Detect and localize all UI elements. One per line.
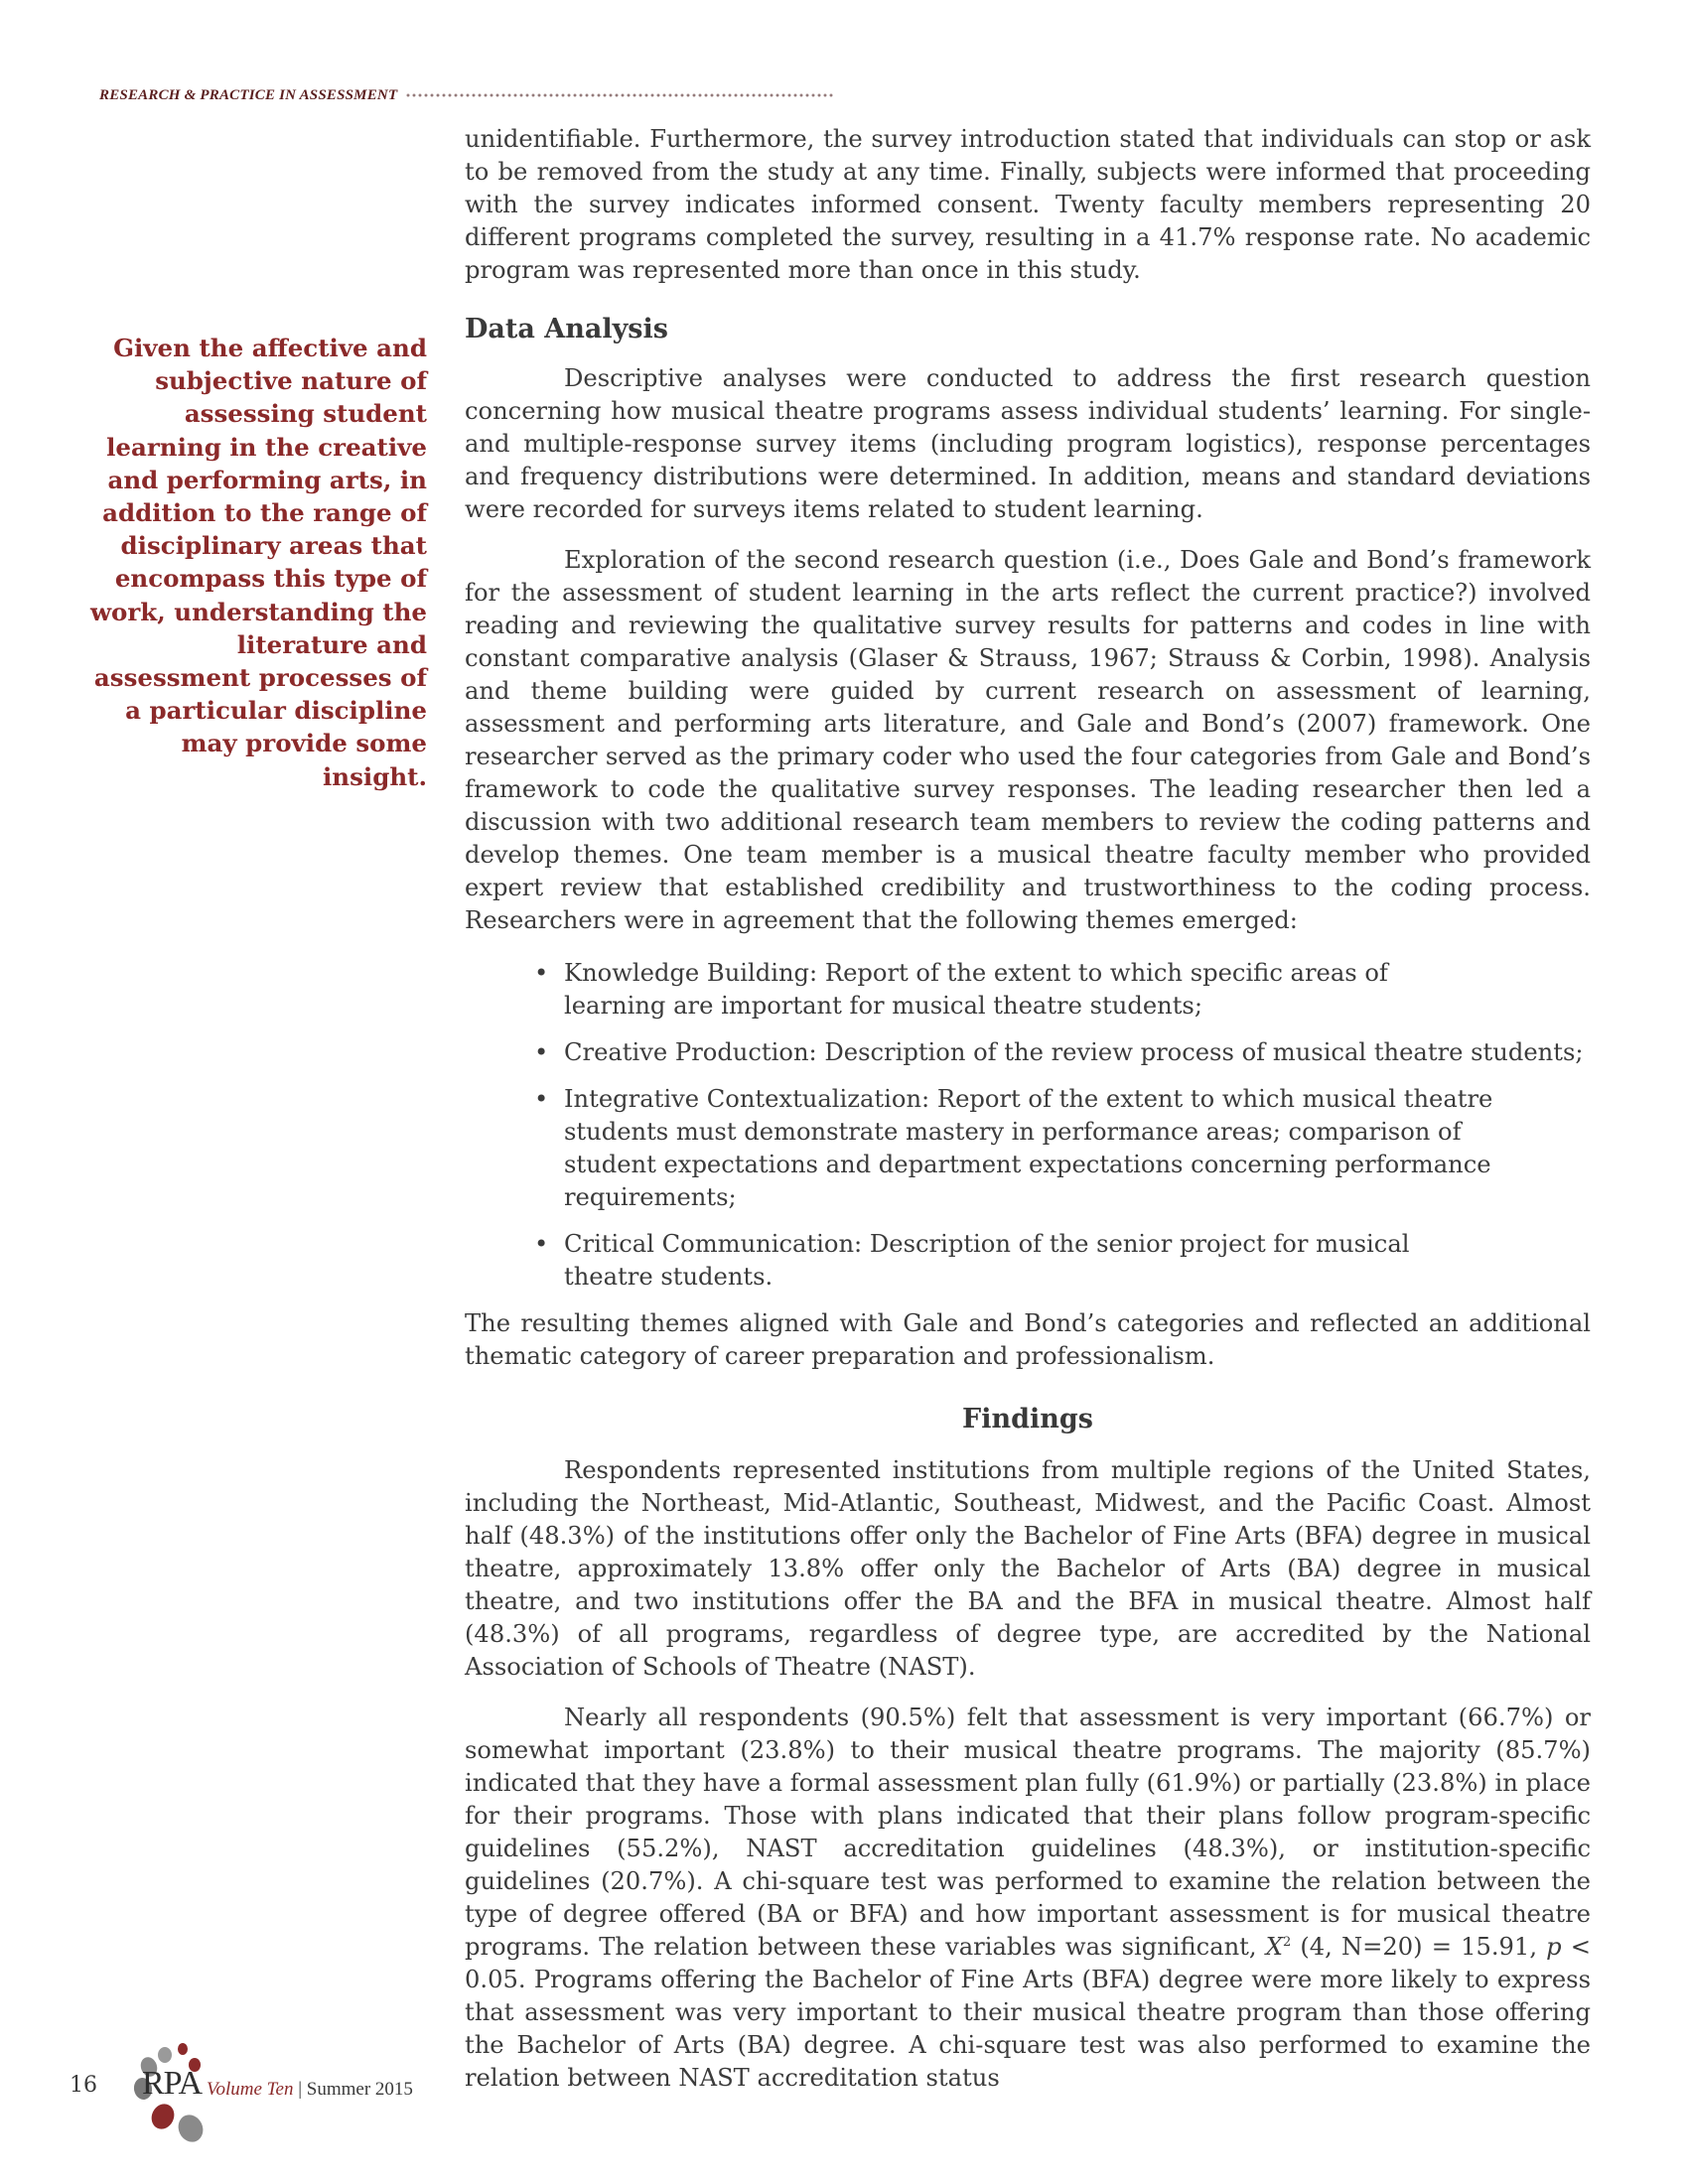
- main-column: [465, 123, 1591, 2095]
- pull-quote: Given the affective and subjective nature of assessing student learning in the creative and performing arts, in addition to the range of disciplinary areas that encompass this type of work, understanding the literature and assessment processes of a particular discipline may provide some insight.: [89, 334, 427, 791]
- themes-closing-paragraph: The resulting themes aligned with Gale and Bond’s categories and reflected an additional thematic category of career preparation and professionalism.: [465, 1309, 1591, 1370]
- list-item: • Critical Communication: Description of the senior project for musical theatre students.: [534, 1230, 1410, 1291]
- chi-square-superscript: 2: [1282, 1934, 1292, 1950]
- bullet-icon: •: [534, 1085, 549, 1113]
- logo-text: RPA: [142, 2065, 203, 2102]
- list-item: • Integrative Contextualization: Report of the extent to which musical theatre students must demonstrate mastery in performance areas; comparison of student expectations and department expectations concerning performance requirements;: [534, 1085, 1493, 1211]
- page-number: 16: [70, 2073, 97, 2098]
- intro-paragraph: unidentifiable. Furthermore, the survey introduction stated that individuals can stop or ask to be removed from the study at any time. Finally, subjects were informed that proceeding with the survey indicates informed consent. Twenty faculty members representing 20 different programs completed the survey, resulting in a 41.7% response rate. No academic program was represented more than once in this study.: [465, 125, 1591, 284]
- findings-paragraph-1: Respondents represented institutions from multiple regions of the United States, including the Northeast, Mid-Atlantic, Southeast, Midwest, and the Pacific Coast. Almost half (48.3%) of the institutions offer only the Bachelor of Fine Arts (BFA) degree in musical theatre, approximately 13.8% offer only the Bachelor of Arts (BA) degree in musical theatre, and two institutions offer the BA and the BFA in musical theatre. Almost half (48.3%) of all programs, regardless of degree type, are accredited by the National Association of Schools of Theatre (NAST).: [465, 1456, 1591, 1681]
- running-head: [99, 83, 834, 107]
- findings-heading: Findings: [962, 1404, 1093, 1434]
- list-item: • Knowledge Building: Report of the extent to which specific areas of learning are important for musical theatre students;: [534, 959, 1388, 1020]
- data-analysis-heading: Data Analysis: [465, 314, 668, 344]
- bullet-icon: •: [534, 1230, 549, 1258]
- list-item: • Creative Production: Description of the review process of musical theatre students;: [534, 1036, 1607, 1069]
- data-analysis-paragraph-1: Descriptive analyses were conducted to address the first research question concerning how musical theatre programs assess individual students’ learning. For single- and multiple-response survey items (including program logistics), response percentages and frequency distributions were determined. In addition, means and standard deviations were recorded for surveys items related to student learning.: [465, 364, 1591, 523]
- page-footer: [70, 2035, 487, 2154]
- findings-paragraph-2: Nearly all respondents (90.5%) felt that assessment is very important (66.7%) or somewhat important (23.8%) to their musical theatre programs. The majority (85.7%) indicated that they have a formal assessment plan fully (61.9%) or partially (23.8%) in place for their programs. Those with plans indicated that their plans follow program-specific guidelines (55.2%), NAST accreditation guidelines (48.3%), or institution-specific guidelines (20.7%). A chi-square test was performed to examine the relation between the type of degree offered (BA or BFA) and how important assessment is for musical theatre programs. The relation between these variables was significant, $X^2$ (4, N=20) = 15.91, p < 0.05. Programs offering the Bachelor of Fine Arts (BFA) degree were more likely to express that assessment was very important to their musical theatre program than those offering the Bachelor of Arts (BA) degree. A chi-square test was also performed to examine the relation between NAST accreditation status: [465, 1704, 1591, 2092]
- dotted-rule: [405, 93, 834, 97]
- data-analysis-paragraph-2: Exploration of the second research question (i.e., Does Gale and Bond’s framework for the assessment of student learning in the arts reflect the current practice?) involved reading and reviewing the qualitative survey results for patterns and codes in line with constant comparative analysis (Glaser & Strauss, 1967; Strauss & Corbin, 1998). Analysis and theme building were guided by current research on assessment of learning, assessment and performing arts literature, and Gale and Bond’s (2007) framework. One researcher served as the primary coder who used the four categories from Gale and Bond’s framework to code the qualitative survey responses. The leading researcher then led a discussion with two additional research team members to review the coding patterns and develop themes. One team member is a musical theatre faculty member who provided expert review that established credibility and trustworthiness to the coding process. Researchers were in agreement that the following themes emerged:: [465, 546, 1591, 934]
- bullet-icon: •: [534, 959, 549, 987]
- chi-square-symbol: X: [1265, 1933, 1283, 1961]
- journal-running-title: RESEARCH & PRACTICE IN ASSESSMENT: [99, 86, 398, 103]
- bullet-icon: •: [534, 1038, 549, 1066]
- issue-info: Volume Ten | Summer 2015: [207, 2079, 413, 2100]
- themes-list: [465, 957, 1591, 1294]
- p-value-symbol: p: [1546, 1933, 1562, 1961]
